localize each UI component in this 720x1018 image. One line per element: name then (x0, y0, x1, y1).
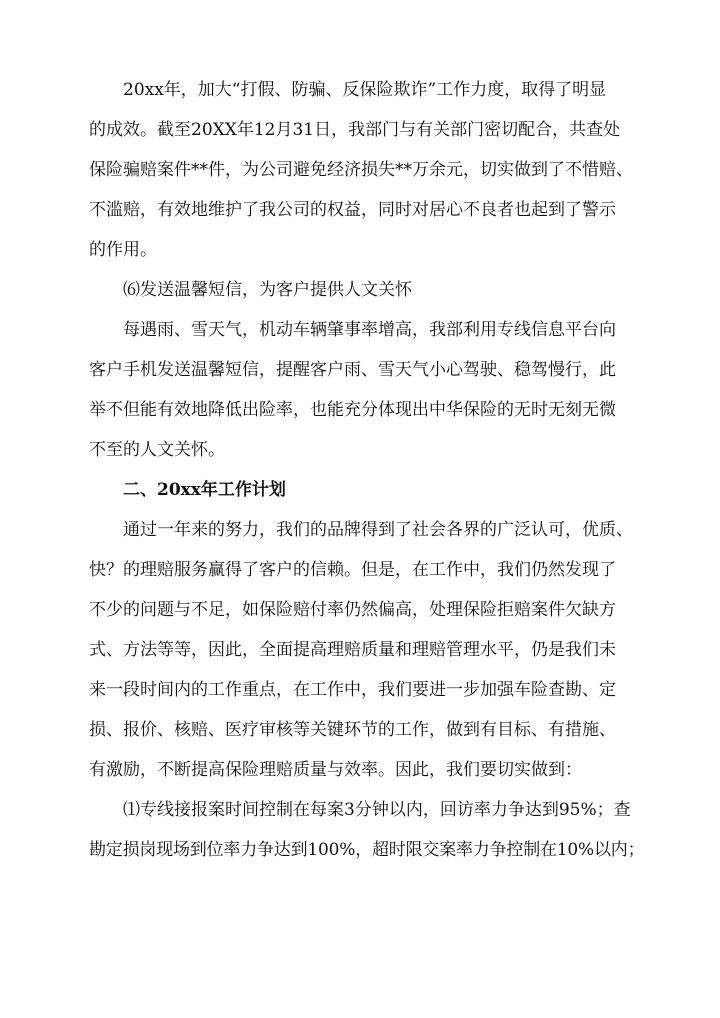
paragraph-line: 保险骗赔案件**件，为公司避免经济损失**万余元，切实做到了不惜赔、 (89, 160, 633, 180)
paragraph-line: 20xx年，加大“打假、防骗、反保险欺诈”工作力度，取得了明显 (123, 80, 607, 100)
paragraph-line: 式、方法等等，因此，全面提高理赔质量和理赔管理水平，仍是我们未 (89, 640, 616, 660)
paragraph-line: 每遇雨、雪天气，机动车辆肇事率增高，我部利用专线信息平台向 (123, 320, 616, 340)
document-body (89, 80, 644, 880)
paragraph-line: 的作用。 (89, 240, 157, 260)
paragraph-line: 有激励，不断提高保险理赔质量与效率。因此，我们要切实做到： (89, 760, 582, 780)
paragraph-line: 不滥赔，有效地维护了我公司的权益，同时对居心不良者也起到了警示 (89, 200, 616, 220)
paragraph-line: 不至的人文关怀。 (89, 440, 225, 460)
subheading-line: ⑹发送温馨短信，为客户提供人文关怀 (123, 280, 412, 300)
paragraph-line: 举不但能有效地降低出险率，也能充分体现出中华保险的无时无刻无微 (89, 400, 616, 420)
paragraph-line: 勘定损岗现场到位率力争达到100%，超时限交案率力争控制在10%以内； (89, 840, 645, 860)
paragraph-line: 的成效。截至20XX年12月31日，我部门与有关部门密切配合，共查处 (89, 120, 621, 140)
paragraph-line: 快？的理赔服务赢得了客户的信赖。但是，在工作中，我们仍然发现了 (89, 560, 616, 580)
paragraph-line: 通过一年来的努力，我们的品牌得到了社会各界的广泛认可，优质、 (123, 520, 633, 540)
paragraph-line: 损、报价、核赔、医疗审核等关键环节的工作，做到有目标、有措施、 (89, 720, 616, 740)
section-heading: 二、20xx年工作计划 (123, 480, 286, 500)
paragraph-line: 客户手机发送温馨短信，提醒客户雨、雪天气小心驾驶、稳驾慢行，此 (89, 360, 616, 380)
list-item-line: ⑴专线接报案时间控制在每案3分钟以内，回访率力争达到95%；查 (123, 800, 631, 820)
paragraph-line: 不少的问题与不足，如保险赔付率仍然偏高，处理保险拒赔案件欠缺方 (89, 600, 616, 620)
paragraph-line: 来一段时间内的工作重点，在工作中，我们要进一步加强车险查勘、定 (89, 680, 616, 700)
